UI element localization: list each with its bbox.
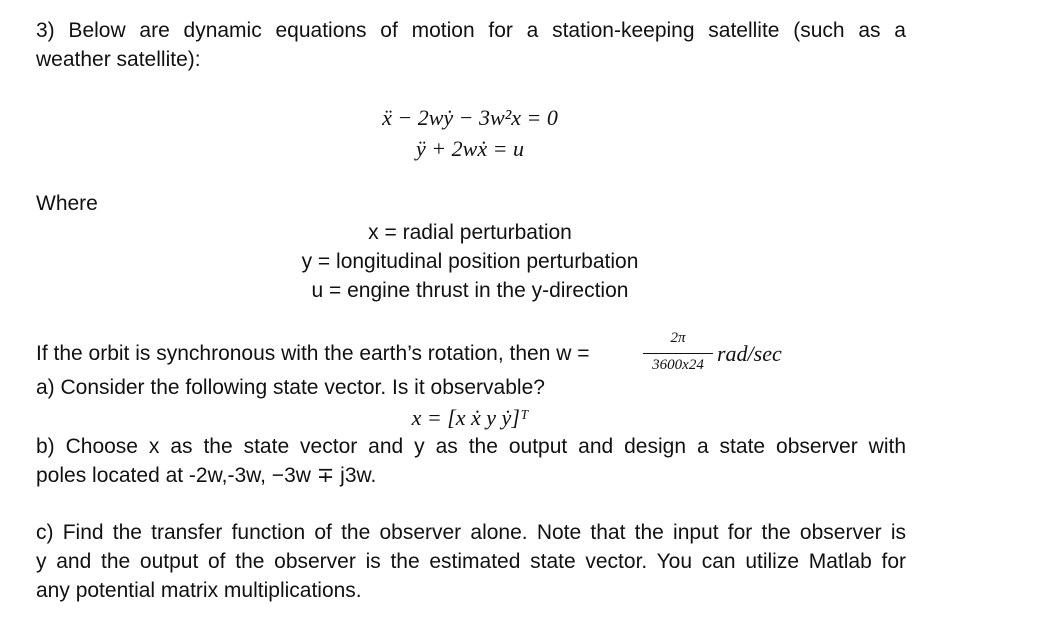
fraction-numerator: 2π [670,330,686,346]
equation-2: ÿ + 2wẋ = u [416,136,524,161]
synchronous-text: If the orbit is synchronous with the earth’s rotation, then w = [36,342,590,365]
part-c-line3: any potential matrix multiplications. [36,579,362,602]
part-c-line2: y and the output of the observer is the estimated state vector. You can utilize Matlab for [36,550,906,573]
fraction-denominator: 3600x24 [652,357,704,373]
part-c-line1: c) Find the transfer function of the observer alone. Note that the input for the observer is [36,521,906,544]
part-b-line2: poles located at -2w,-3w, −3w ∓ j3w. [36,464,377,487]
omega-fraction [641,330,715,374]
unit-rad-sec: rad/sec [717,341,782,366]
fraction-bar [643,353,713,354]
part-a-question: a) Consider the following state vector. Is it observable? [36,376,545,399]
state-vector: x = [x ẋ y ẏ]ᵀ [411,405,529,430]
problem-intro-line2: weather satellite): [36,48,201,71]
definition-x: x = radial perturbation [368,221,572,244]
definition-y: y = longitudinal position perturbation [301,250,639,273]
part-b-line1: b) Choose x as the state vector and y as the output and design a state observer with [36,435,906,458]
where-label: Where [36,192,98,215]
equation-1: ẍ − 2wẏ − 3w²x = 0 [382,105,558,130]
problem-intro-line1: 3) Below are dynamic equations of motion for a station-keeping satellite (such as a [36,19,906,42]
definition-u: u = engine thrust in the y-direction [311,279,629,302]
